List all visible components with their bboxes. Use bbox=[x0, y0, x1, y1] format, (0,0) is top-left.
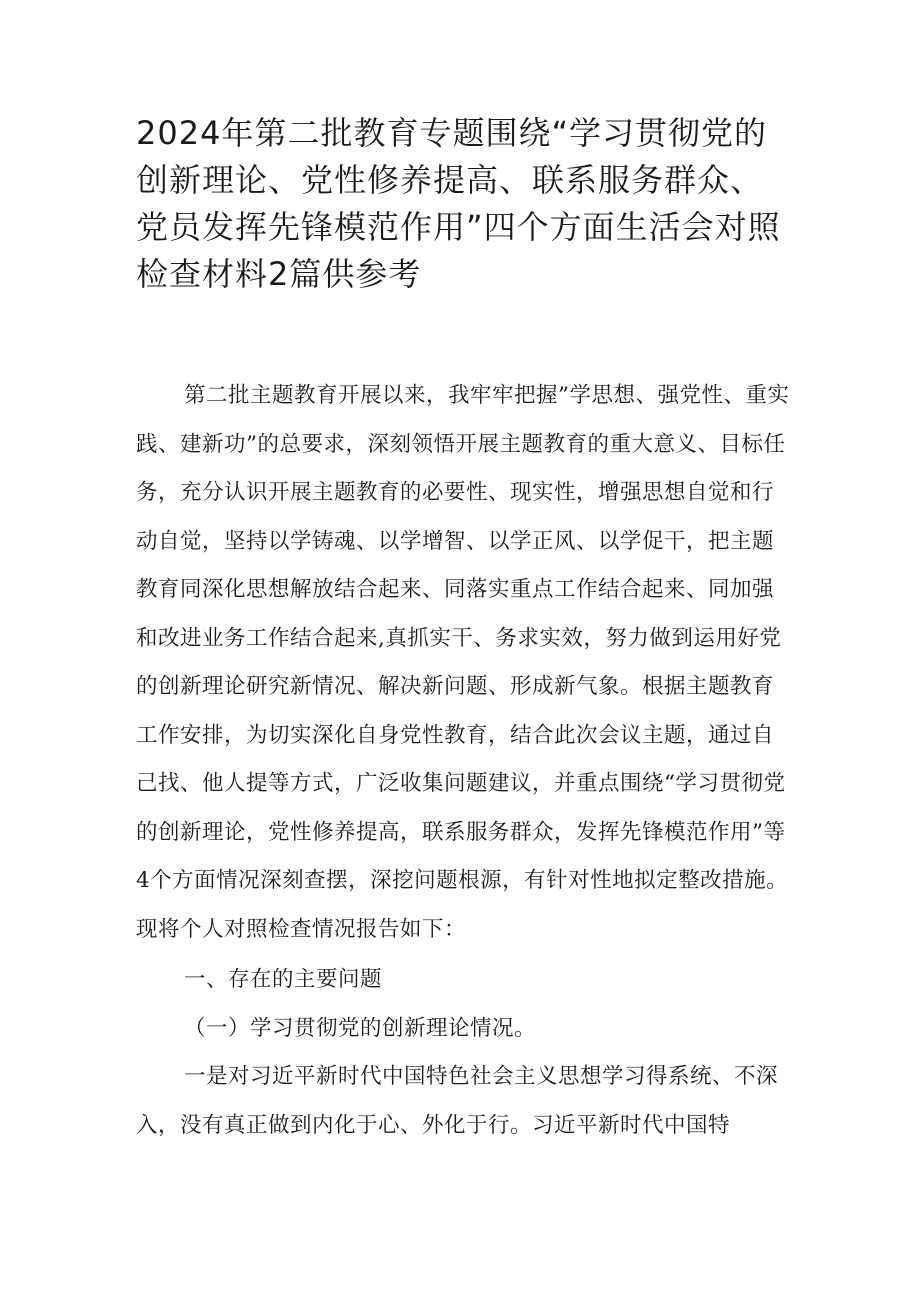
intro-paragraph: 第二批主题教育开展以来，我牢牢把握”学思想、强党性、重实践、建新功”的总要求，深刻领悟开展主题教育的重大意义、目标任务，充分认识开展主题教育的必要性、现实性，增强思想自觉和行动自觉，坚持以学铸魂、以学增智、以学正风、以学促干，把主题教育同深化思想解放结合起来、同落实重点工作结合起来、同加强和改进业务工作结合起来,真抓实干、务求实效，努力做到运用好党的创新理论研究新情况、解决新问题、形成新气象。根据主题教育工作安排，为切实深化自身党性教育，结合此次会议主题，通过自己找、他人提等方式，广泛收集问题建议，并重点围绕“学习贯彻党的创新理论，党性修养提高，联系服务群众，发挥先锋模范作用”等4个方面情况深刻查摆，深挖问题根源，有针对性地拟定整改措施。现将个人对照检查情况报告如下： bbox=[136, 383, 790, 942]
subsection-heading: （一）学习贯彻党的创新理论情况。 bbox=[184, 1015, 537, 1041]
body-paragraph: 一是对习近平新时代中国特色社会主义思想学习得系统、不深入，没有真正做到内化于心、外化于行。习近平新时代中国特 bbox=[136, 1064, 779, 1138]
section-heading: 一、存在的主要问题 bbox=[184, 967, 383, 992]
document-title: 2024年第二批教育专题围绕“学习贯彻党的创新理论、党性修养提高、联系服务群众、党员发挥先锋模范作用”四个方面生活会对照检查材料2篇供参考 bbox=[136, 114, 781, 293]
